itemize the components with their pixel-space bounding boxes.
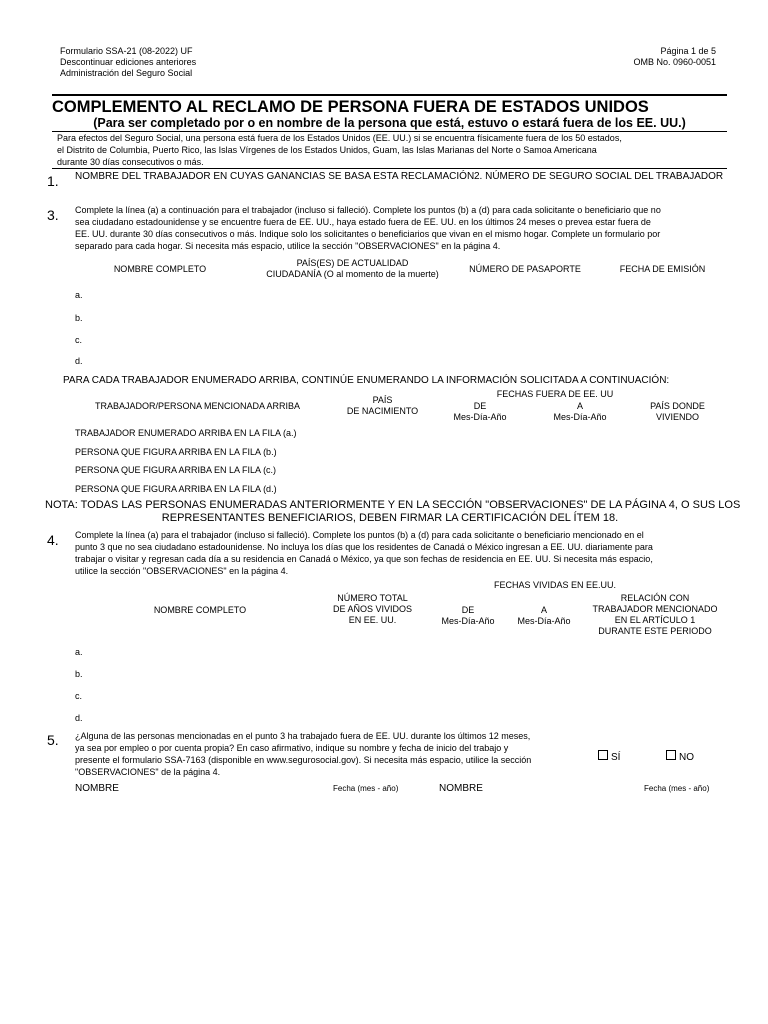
date-label-1: Fecha (mes - año) — [333, 784, 399, 793]
item5-question: ¿Alguna de las personas mencionadas en el punto 3 ha trabajado fuera de EE. UU. durante los últimos 12 meses, ya sea por empleo o por cuenta propia? En caso afirmativo, indique su nombre y fecha de inicio del trabajo y presente el formulario SSA-7163 (disponible en www.segurosocial.gov). Si necesita más espacio, utilice la sección "OBSERVACIONES" de la página 4. — [75, 731, 532, 777]
item3-row-d: d. — [75, 356, 83, 366]
item4-number: 4. — [47, 532, 59, 548]
col-issue-date: FECHA DE EMISIÓN — [619, 264, 706, 274]
item3-number: 3. — [47, 207, 59, 223]
page-title: COMPLEMENTO AL RECLAMO DE PERSONA FUERA DE ESTADOS UNIDOS — [52, 98, 649, 116]
no-checkbox[interactable] — [666, 750, 676, 760]
yes-option[interactable] — [598, 750, 620, 764]
form-header-left — [60, 46, 196, 79]
dates-outside-heading: FECHAS FUERA DE EE. UU — [496, 389, 614, 399]
subtitle-rule — [52, 131, 727, 132]
col-full-name: NOMBRE COMPLETO — [113, 264, 207, 274]
form-edition-note: Descontinuar ediciones anteriores — [60, 57, 197, 67]
item4-row-a: a. — [75, 647, 83, 657]
col-birth-country: PAÍS DE NACIMIENTO — [346, 395, 419, 416]
col4-to-date: A Mes-Día-Año — [517, 605, 571, 626]
form-header-right — [633, 46, 716, 68]
item3-row-a: a. — [75, 290, 83, 300]
ssn-label: 2. NÚMERO DE SEGURO SOCIAL DEL TRABAJADOR — [474, 171, 724, 182]
item3-row-c: c. — [75, 335, 83, 345]
dates-lived-heading: FECHAS VIVIDAS EN EE.UU. — [493, 580, 617, 590]
col-person: TRABAJADOR/PERSONA MENCIONADA ARRIBA — [95, 401, 301, 411]
col-to-date: A Mes-Día-Año — [553, 401, 607, 422]
item1-number: 1. — [47, 173, 59, 189]
item4-row-d: d. — [75, 713, 83, 723]
item3-row-b: b. — [75, 313, 83, 323]
item4-row-c: c. — [75, 691, 83, 701]
name-label-2: NOMBRE — [439, 783, 483, 794]
yes-label: SÍ — [611, 752, 621, 763]
no-option[interactable] — [666, 750, 694, 764]
cont-row-b: PERSONA QUE FIGURA ARRIBA EN LA FILA (b.) — [75, 447, 277, 457]
title-top-rule — [52, 94, 727, 96]
cont-row-a: TRABAJADOR ENUMERADO ARRIBA EN LA FILA (a.) — [75, 428, 297, 438]
col4-years-lived: NÚMERO TOTAL DE AÑOS VIVIDOS EN EE. UU. — [332, 593, 413, 625]
date-label-2: Fecha (mes - año) — [644, 784, 710, 793]
omb-number: OMB No. 0960-0051 — [633, 57, 716, 67]
item4-instructions: Complete la línea (a) para el trabajador (incluso si falleció). Complete los puntos (b) a (d) para cada solicitante o beneficiario mencionado en el punto 3 que no sea ciudadano estadounidense. No incluya los días que los residentes de Canadá o México ingresan a EE. UU. diariamente para trabajar o visitar y regresan cada día a su residencia en Canadá o México, ya que son fechas de residencia en EE. UU. Si necesita más espacio, utilice la sección "OBSERVACIONES" en la página 4. — [75, 530, 653, 576]
item4-row-b: b. — [75, 669, 83, 679]
page-number: Página 1 de 5 — [660, 46, 716, 56]
worker-name-label: NOMBRE DEL TRABAJADOR EN CUYAS GANANCIAS SE BASA ESTA RECLAMACIÓN — [75, 171, 475, 182]
continuation-heading: PARA CADA TRABAJADOR ENUMERADO ARRIBA, CONTINÚE ENUMERANDO LA INFORMACIÓN SOLICITADA A CONTINUACIÓN: — [63, 375, 670, 386]
intro-rule — [52, 168, 727, 169]
item3-instructions: Complete la línea (a) a continuación para el trabajador (incluso si falleció). Complete los puntos (b) a (d) para cada solicitante o beneficiario que no sea ciudadano estadounidense y se encuentre fuera de EE. UU., haya estado fuera de EE. UU. en los últimos 24 meses o prevea estar fuera de EE. UU. durante 30 días consecutivos o más. Indique solo los solicitantes o beneficiarios que vivan en el mismo hogar. Complete un formulario por separado para cada hogar. Si necesita más espacio, utilice la sección "OBSERVACIONES" en la página 4. — [75, 205, 661, 251]
col4-relationship: RELACIÓN CON TRABAJADOR MENCIONADO EN EL ARTÍCULO 1 DURANTE ESTE PERIODO — [592, 593, 718, 636]
intro-text: Para efectos del Seguro Social, una persona está fuera de los Estados Unidos (EE. UU.) si se encuentra físicamente fuera de los 50 estados, el Distrito de Columbia, Puerto Rico, las Islas Vírgenes de los Estados Unidos, Guam, las Islas Marianas del Norte o Samoa Americana durante 30 días consecutivos o más. — [57, 133, 622, 167]
col-citizenship: PAÍS(ES) DE ACTUALIDAD CIUDADANÍA (O al momento de la muerte) — [266, 258, 439, 279]
signature-note: NOTA: TODAS LAS PERSONAS ENUMERADAS ANTERIORMENTE Y EN LA SECCIÓN "OBSERVACIONES" DE LA PÁGINA 4, O SUS LOS REPRESENTANTES BENEFICIARIOS, DEBEN FIRMAR LA CERTIFICACIÓN DEL ÍTEM 18. — [45, 499, 741, 524]
no-label: NO — [679, 752, 694, 763]
col4-from-date: DE Mes-Día-Año — [441, 605, 495, 626]
form-number: Formulario SSA-21 (08-2022) UF — [60, 46, 193, 56]
agency-name: Administración del Seguro Social — [60, 68, 193, 78]
col-from-date: DE Mes-Día-Año — [453, 401, 507, 422]
col-country-living: PAÍS DONDE VIVIENDO — [650, 401, 705, 422]
name-label-1: NOMBRE — [75, 783, 119, 794]
cont-row-c: PERSONA QUE FIGURA ARRIBA EN LA FILA (c.) — [75, 465, 277, 475]
cont-row-d: PERSONA QUE FIGURA ARRIBA EN LA FILA (d.) — [75, 484, 277, 494]
yes-checkbox[interactable] — [598, 750, 608, 760]
item5-number: 5. — [47, 732, 59, 748]
page-subtitle: (Para ser completado por o en nombre de la persona que está, estuvo o estará fuera de los EE. UU.) — [93, 116, 686, 130]
col4-full-name: NOMBRE COMPLETO — [153, 605, 247, 615]
col-passport: NÚMERO DE PASAPORTE — [469, 264, 581, 274]
